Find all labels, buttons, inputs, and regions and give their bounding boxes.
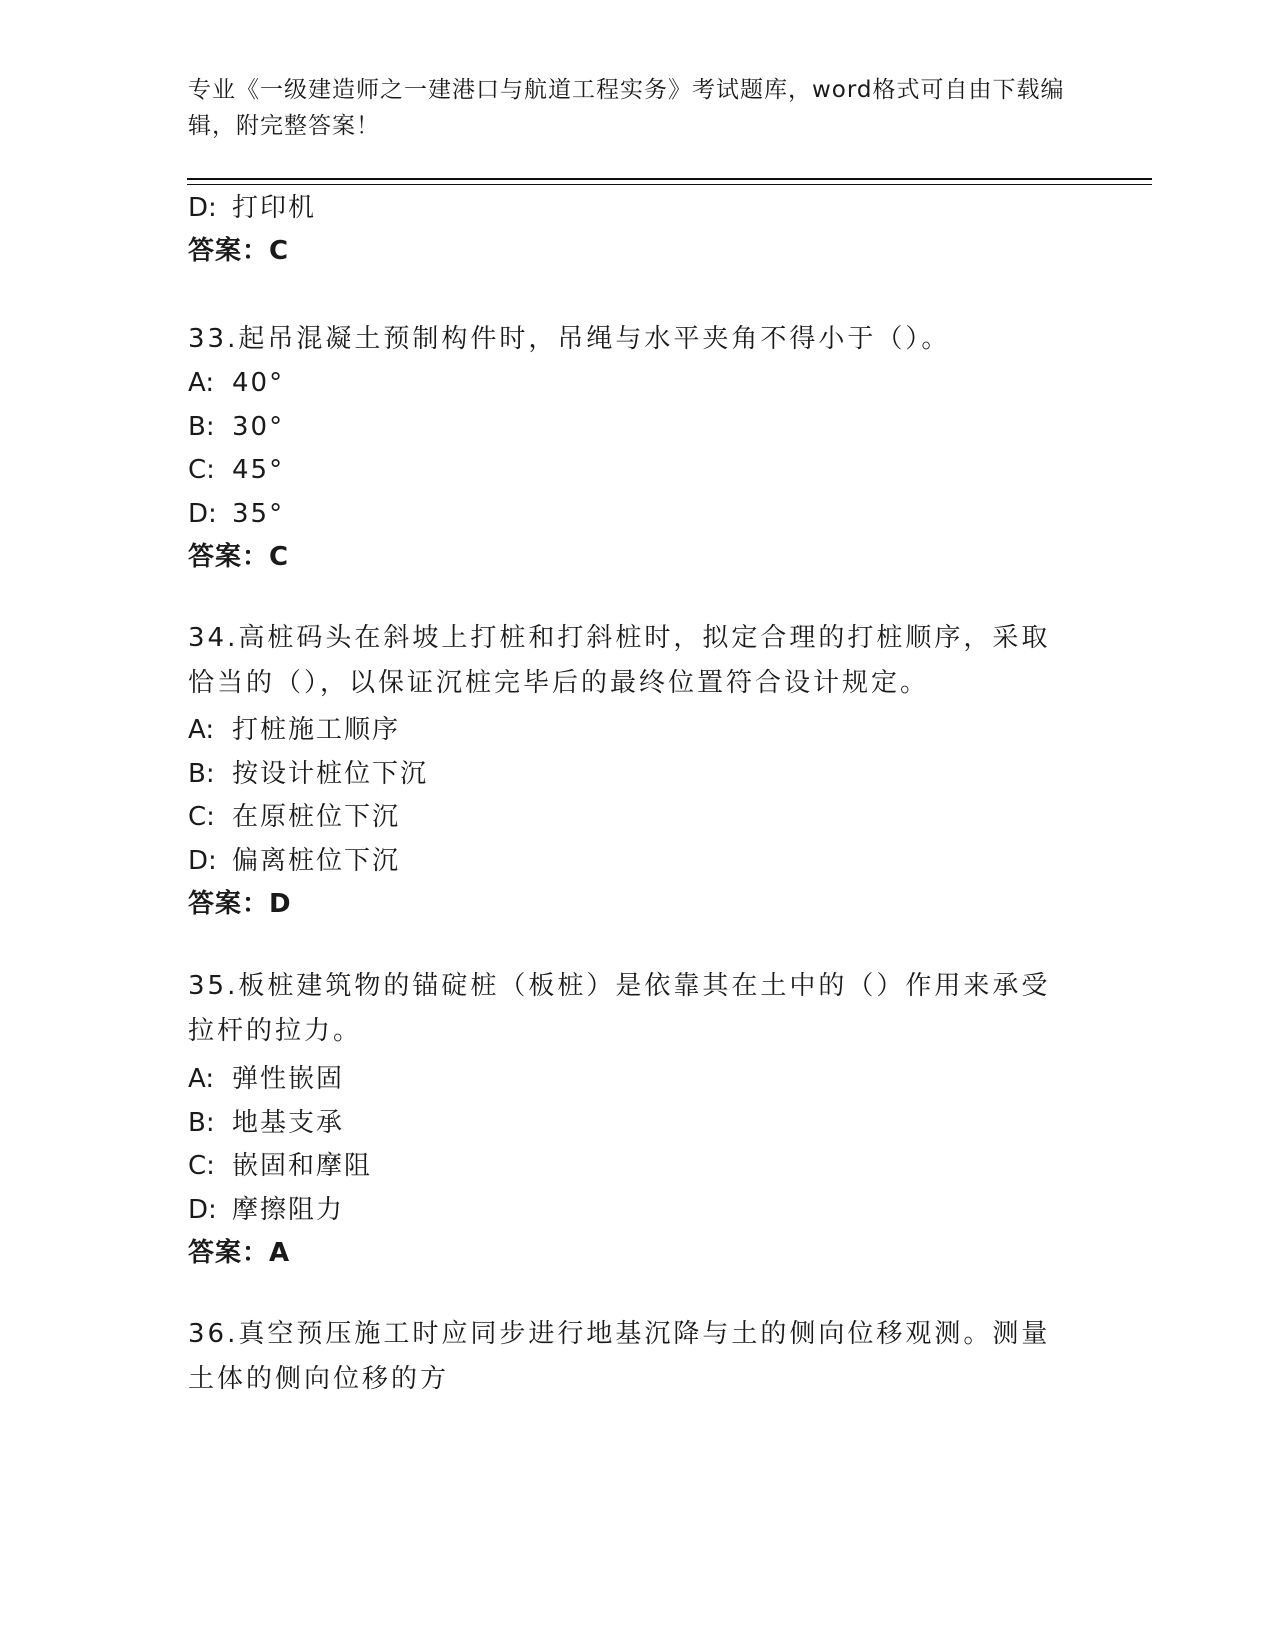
option-text: 按设计桩位下沉 <box>232 759 429 789</box>
option-a <box>188 713 400 747</box>
option-text: 打桩施工顺序 <box>232 715 401 745</box>
option-text: 地基支承 <box>232 1108 345 1138</box>
option-d <box>188 1193 344 1227</box>
option-text: 45° <box>232 455 285 485</box>
answer-line: 答案：C <box>188 542 290 572</box>
option-key: B: <box>188 1108 215 1138</box>
option-text: 偏离桩位下沉 <box>232 846 401 876</box>
option-d <box>188 497 284 531</box>
option-key: A: <box>188 1064 215 1094</box>
option-d <box>188 191 316 225</box>
option-text: 嵌固和摩阻 <box>232 1151 373 1181</box>
option-key: D: <box>188 193 217 223</box>
option-text: 打印机 <box>232 193 317 223</box>
question-stem: 35.板桩建筑物的锚碇桩（板桩）是依靠其在土中的（）作用来承受拉杆的拉力。 <box>188 971 1051 1046</box>
question-stem: 33.起吊混凝土预制构件时，吊绳与水平夹角不得小于（）。 <box>188 324 951 354</box>
option-text: 35° <box>232 499 285 529</box>
option-text: 弹性嵌固 <box>232 1064 345 1094</box>
header-divider-thick <box>187 178 1152 180</box>
option-key: A: <box>188 715 215 745</box>
document-header: 专业《一级建造师之一建港口与航道工程实务》考试题库，word格式可自由下载编辑，附完整答案！ <box>188 77 1065 139</box>
option-c <box>188 800 400 834</box>
header-divider-thin <box>187 184 1152 185</box>
option-key: C: <box>188 802 215 832</box>
option-c <box>188 453 284 487</box>
answer-line: 答案：A <box>188 1238 291 1268</box>
answer-line: 答案：D <box>188 889 292 919</box>
question-stem: 34.高桩码头在斜坡上打桩和打斜桩时，拟定合理的打桩顺序，采取恰当的（），以保证沉桩完毕后的最终位置符合设计规定。 <box>188 623 1051 698</box>
option-b <box>188 1106 344 1140</box>
option-text: 摩擦阻力 <box>232 1195 345 1225</box>
option-key: C: <box>188 455 215 485</box>
answer-line: 答案：C <box>188 236 290 266</box>
option-key: D: <box>188 846 217 876</box>
option-key: B: <box>188 759 215 789</box>
option-key: D: <box>188 1195 217 1225</box>
option-key: B: <box>188 412 215 442</box>
question-stem: 36.真空预压施工时应同步进行地基沉降与土的侧向位移观测。测量土体的侧向位移的方 <box>188 1319 1051 1394</box>
option-text: 在原桩位下沉 <box>232 802 401 832</box>
option-d <box>188 844 400 878</box>
option-key: D: <box>188 499 217 529</box>
option-key: A: <box>188 368 215 398</box>
option-text: 40° <box>232 368 285 398</box>
option-a <box>188 366 284 400</box>
option-text: 30° <box>232 412 285 442</box>
option-b <box>188 757 428 791</box>
option-b <box>188 410 284 444</box>
option-key: C: <box>188 1151 215 1181</box>
option-c <box>188 1149 372 1183</box>
option-a <box>188 1062 344 1096</box>
